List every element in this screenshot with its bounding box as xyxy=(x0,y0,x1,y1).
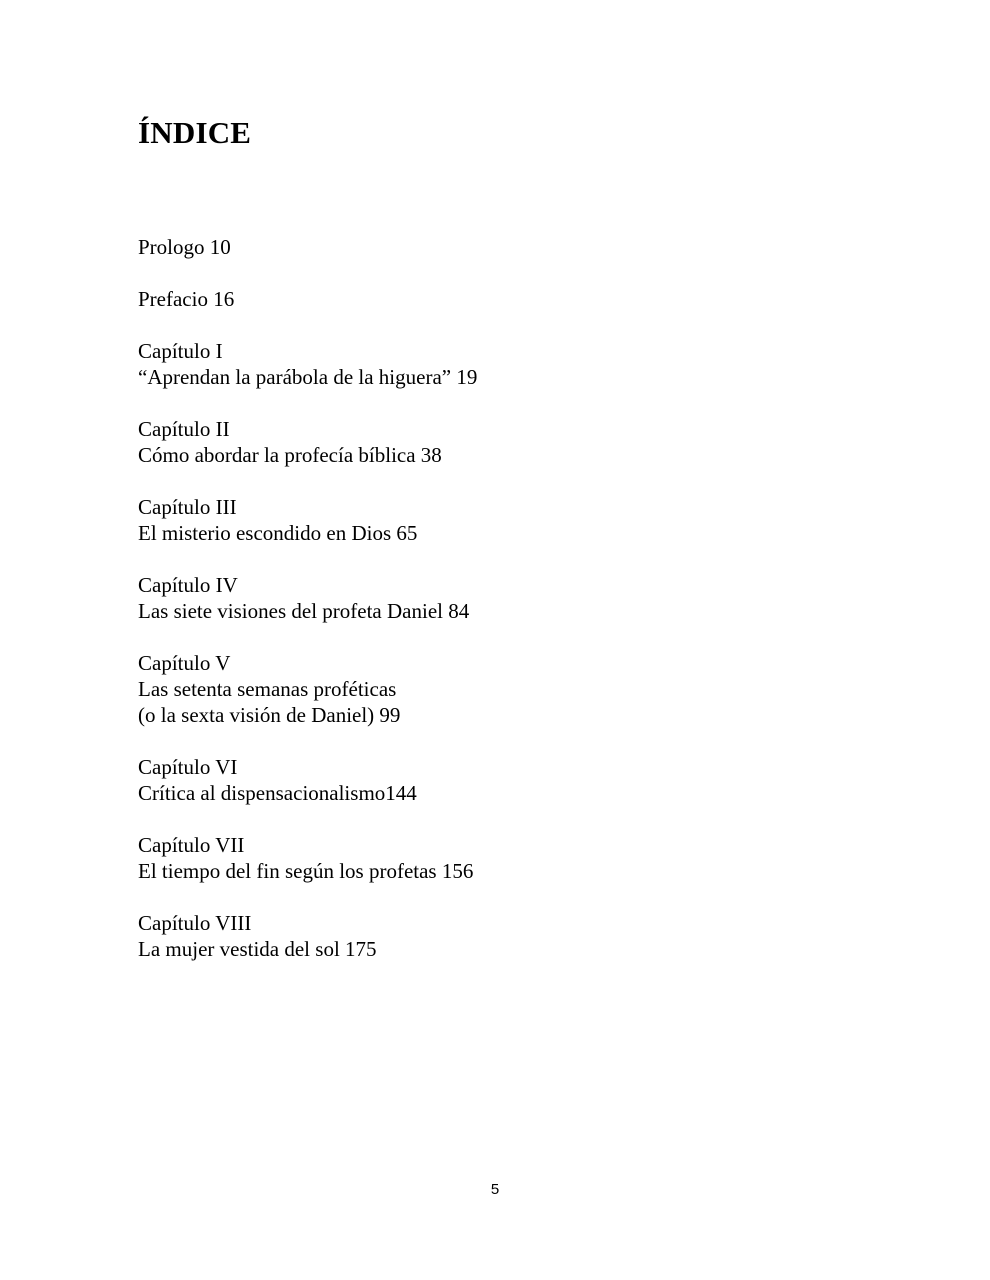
table-of-contents xyxy=(138,234,898,988)
toc-chapter-title: El tiempo del fin según los profetas 156 xyxy=(138,859,474,883)
toc-chapter-title: Las setenta semanas proféticas xyxy=(138,677,397,701)
page-title: ÍNDICE xyxy=(138,115,252,150)
toc-chapter-title-continued: (o la sexta visión de Daniel) 99 xyxy=(138,703,401,727)
toc-chapter-title: “Aprendan la parábola de la higuera” 19 xyxy=(138,365,478,389)
toc-entry-capitulo-2 xyxy=(138,416,898,468)
toc-chapter-title: La mujer vestida del sol 175 xyxy=(138,937,377,961)
toc-chapter-label: Capítulo I xyxy=(138,339,223,363)
toc-entry-capitulo-7 xyxy=(138,832,898,884)
toc-entry-prefacio xyxy=(138,286,898,312)
toc-chapter-label: Capítulo II xyxy=(138,417,230,441)
toc-entry-capitulo-3 xyxy=(138,494,898,546)
toc-entry-capitulo-8 xyxy=(138,910,898,962)
toc-line: Prologo 10 xyxy=(138,235,231,259)
toc-entry-prologo xyxy=(138,234,898,260)
toc-entry-capitulo-6 xyxy=(138,754,898,806)
toc-chapter-label: Capítulo VII xyxy=(138,833,245,857)
toc-entry-capitulo-4 xyxy=(138,572,898,624)
toc-entry-capitulo-5 xyxy=(138,650,898,728)
toc-chapter-label: Capítulo III xyxy=(138,495,237,519)
toc-chapter-title: Crítica al dispensacionalismo144 xyxy=(138,781,417,805)
toc-chapter-label: Capítulo V xyxy=(138,651,231,675)
toc-chapter-title: El misterio escondido en Dios 65 xyxy=(138,521,418,545)
toc-chapter-label: Capítulo IV xyxy=(138,573,238,597)
toc-entry-capitulo-1 xyxy=(138,338,898,390)
toc-chapter-label: Capítulo VI xyxy=(138,755,238,779)
toc-line: Prefacio 16 xyxy=(138,287,235,311)
toc-chapter-title: Cómo abordar la profecía bíblica 38 xyxy=(138,443,442,467)
toc-chapter-title: Las siete visiones del profeta Daniel 84 xyxy=(138,599,470,623)
toc-chapter-label: Capítulo VIII xyxy=(138,911,252,935)
page-number: 5 xyxy=(490,1181,500,1198)
